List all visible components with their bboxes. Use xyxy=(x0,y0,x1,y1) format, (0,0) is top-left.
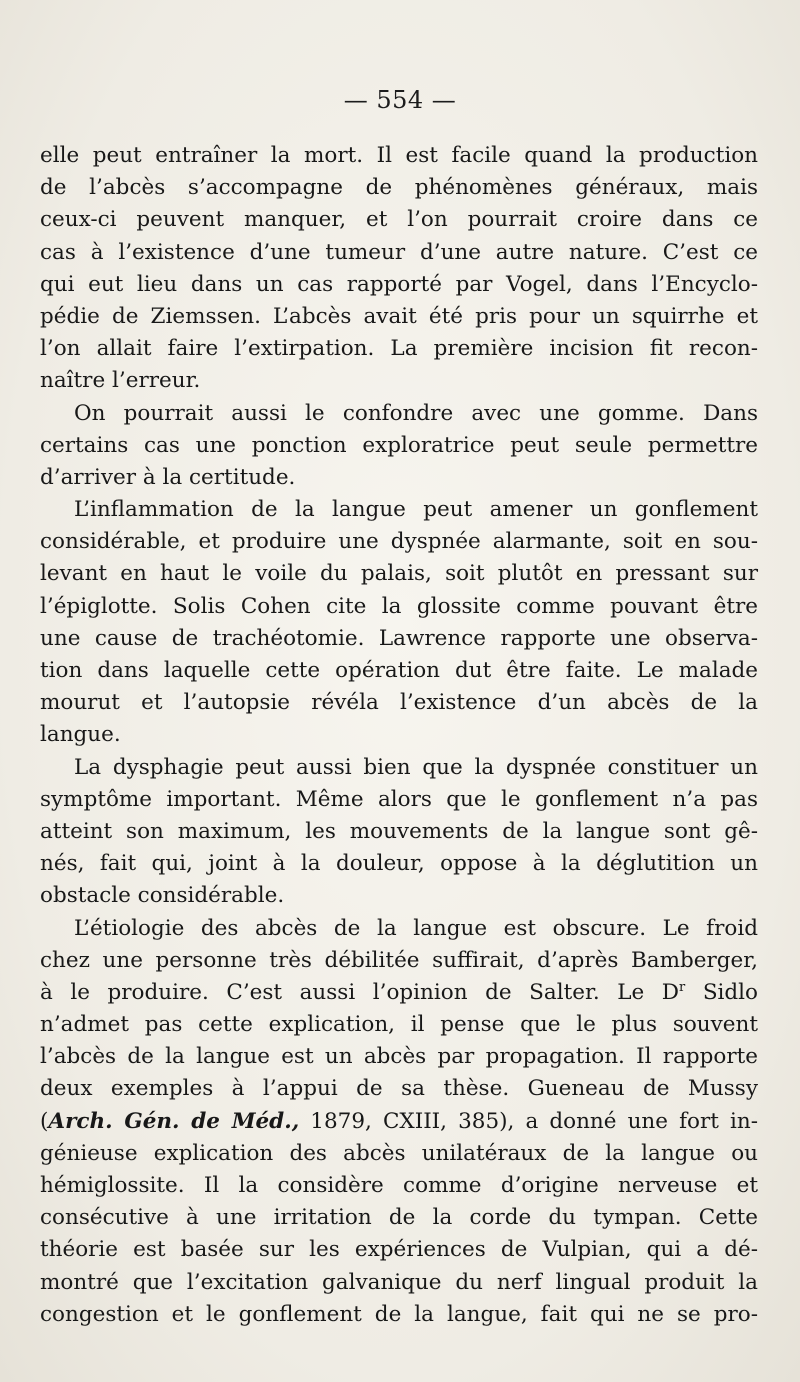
text-line: une cause de trachéotomie. Lawrence rapporte une observa- xyxy=(40,625,758,651)
text-fragment: 1879, CXIII, 385), a donné une fort in- xyxy=(299,1108,758,1134)
text-line: elle peut entraîner la mort. Il est facile quand la production xyxy=(40,143,758,168)
paragraph xyxy=(40,752,758,913)
text-line: cas à l’existence d’une tumeur d’une autre nature. C’est ce xyxy=(40,239,758,265)
text-line: l’on allait faire l’extirpation. La première incision fit recon- xyxy=(40,336,758,362)
text-line: certains cas une ponction exploratrice peut seule permettre xyxy=(40,432,758,458)
text-line: l’abcès de la langue est un abcès par propagation. Il rapporte xyxy=(40,1044,758,1070)
text-line xyxy=(40,977,758,1009)
text-line: n’admet pas cette explication, il pense que le plus souvent xyxy=(40,1012,758,1038)
text-line: levant en haut le voile du palais, soit plutôt en pressant sur xyxy=(40,561,758,587)
text-fragment: à le produire. C’est aussi l’opinion de Salter. Le D xyxy=(40,979,680,1005)
citation-title: Arch. Gén. de Méd., xyxy=(48,1108,300,1134)
body-text xyxy=(40,140,758,1331)
paragraph xyxy=(40,494,758,752)
text-line: tion dans laquelle cette opération dut être faite. Le malade xyxy=(40,658,758,683)
page-number: — 554 — xyxy=(343,86,457,114)
text-line: La dysphagie peut aussi bien que la dyspnée constituer un xyxy=(74,754,758,780)
text-line xyxy=(40,1106,758,1138)
text-line: qui eut lieu dans un cas rapporté par Vogel, dans l’Encyclo- xyxy=(40,271,758,297)
text-line: atteint son maximum, les mouvements de la langue sont gê- xyxy=(40,818,758,844)
text-line: mourut et l’autopsie révéla l’existence d’un abcès de la xyxy=(40,690,758,716)
text-fragment: Sidlo xyxy=(685,979,759,1005)
paragraph xyxy=(40,913,758,1331)
text-line: obstacle considérable. xyxy=(40,883,285,909)
text-line: consécutive à une irritation de la corde du tympan. Cette xyxy=(40,1205,758,1231)
superscript: r xyxy=(679,979,686,995)
paragraph xyxy=(40,140,758,398)
text-line: langue. xyxy=(40,722,121,748)
text-line: naître l’erreur. xyxy=(40,368,201,394)
text-line: de l’abcès s’accompagne de phénomènes généraux, mais xyxy=(40,175,758,201)
text-line: l’épiglotte. Solis Cohen cite la glossite comme pouvant être xyxy=(40,593,758,619)
text-line: d’arriver à la certitude. xyxy=(40,464,296,490)
text-line: théorie est basée sur les expériences de Vulpian, qui a dé- xyxy=(40,1237,758,1263)
text-fragment: ( xyxy=(40,1108,49,1134)
text-line: L’inflammation de la langue peut amener un gonflement xyxy=(74,497,758,523)
paragraph xyxy=(40,398,758,495)
text-line: considérable, et produire une dyspnée alarmante, soit en sou- xyxy=(40,529,758,555)
text-line: symptôme important. Même alors que le gonflement n’a pas xyxy=(40,786,758,812)
text-line: congestion et le gonflement de la langue, fait qui ne se pro- xyxy=(40,1301,758,1327)
text-line: On pourrait aussi le confondre avec une gomme. Dans xyxy=(74,400,758,426)
text-line: montré que l’excitation galvanique du nerf lingual produit la xyxy=(40,1269,758,1295)
text-line: ceux-ci peuvent manquer, et l’on pourrait croire dans ce xyxy=(40,207,758,233)
text-line: L’étiologie des abcès de la langue est obscure. Le froid xyxy=(74,915,758,941)
text-line: nés, fait qui, joint à la douleur, oppose à la déglutition un xyxy=(40,851,758,877)
text-line: chez une personne très débilitée suffirait, d’après Bamberger, xyxy=(40,947,758,973)
text-line: deux exemples à l’appui de sa thèse. Gueneau de Mussy xyxy=(40,1076,758,1102)
text-line: pédie de Ziemssen. L’abcès avait été pris pour un squirrhe et xyxy=(40,303,758,329)
text-line: génieuse explication des abcès unilatéraux de la langue ou xyxy=(40,1140,758,1166)
text-line: hémiglossite. Il la considère comme d’origine nerveuse et xyxy=(40,1173,758,1198)
